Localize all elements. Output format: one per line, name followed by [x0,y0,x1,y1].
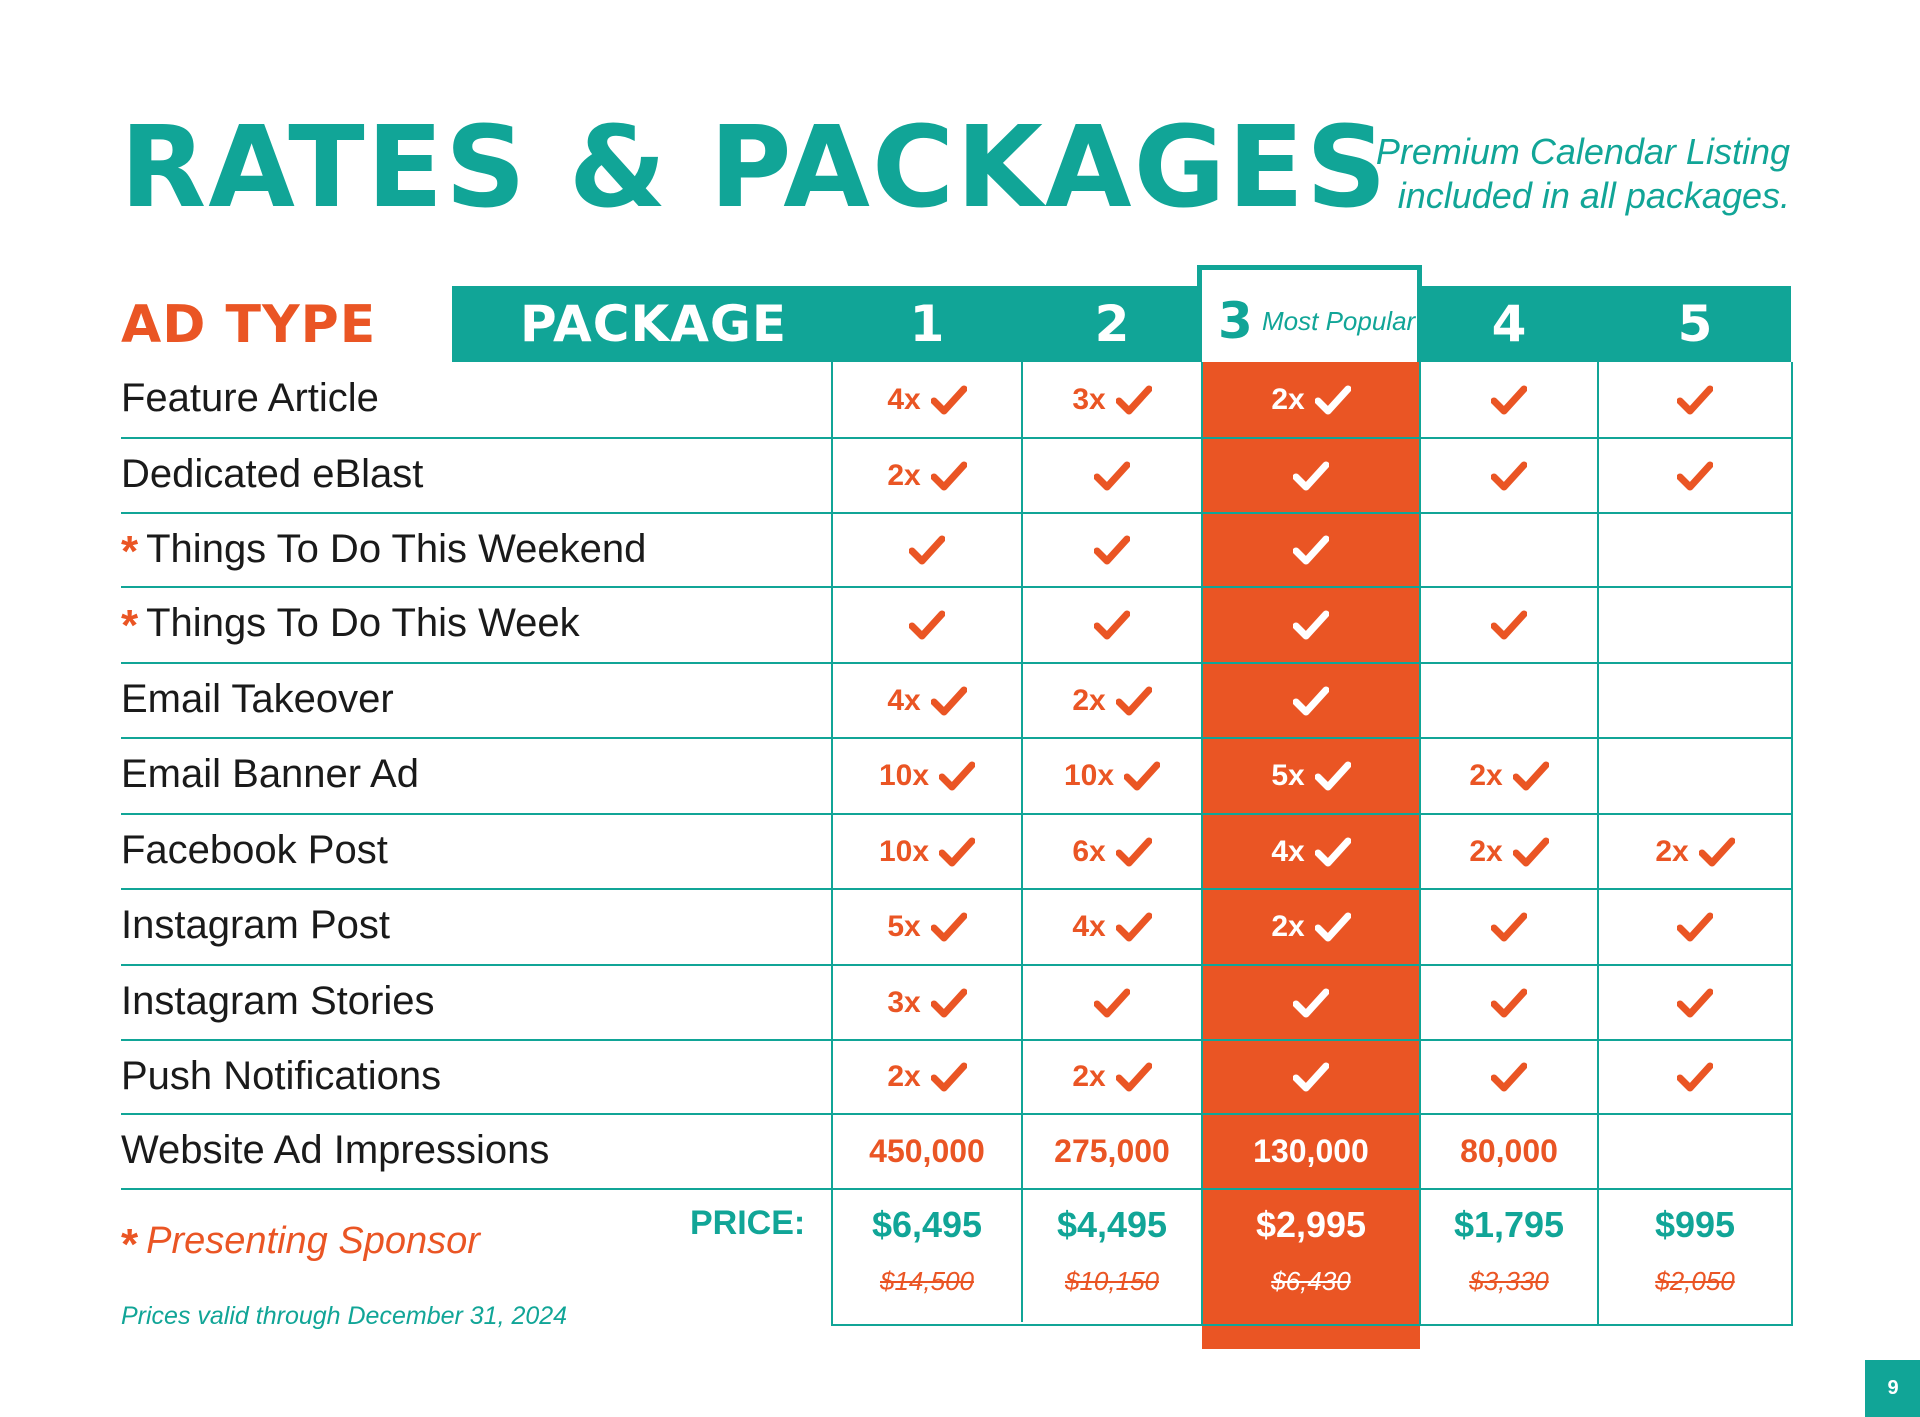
row-label-text: Things To Do This Week [146,601,580,645]
package-4-cell [1420,738,1598,814]
package-4-cell [1420,814,1598,889]
frequency-count: 2x [1271,910,1305,943]
package-heading: PACKAGE [520,295,788,353]
package-1-cell [832,814,1022,889]
package-5-original-price: $2,050 [1655,1266,1735,1296]
checkmark-icon [1293,610,1329,640]
frequency-count: 3x [887,985,921,1019]
package-2-price: $4,495 [1056,1204,1168,1245]
package-3-cell [1202,513,1420,587]
package-4-cell [1420,889,1598,965]
package-5-cell [1598,438,1792,513]
impressions-value: 450,000 [869,1133,985,1169]
frequency-count: 2x [1072,683,1106,717]
package-5-cell [1598,814,1792,889]
row-label [121,527,646,577]
page-title: RATES & PACKAGES [120,103,1389,233]
package-3-cell [1202,965,1420,1040]
checkmark-icon [1293,535,1329,565]
checkmark-icon [1677,461,1713,491]
frequency-count: 4x [1072,910,1106,943]
checkmark-icon [931,385,967,415]
package-4-cell [1420,438,1598,513]
frequency-count: 4x [887,383,921,416]
package-5-cell [1598,513,1792,587]
package-2-cell [1022,663,1202,738]
frequency-count: 4x [1271,834,1305,868]
presenting-sponsor-asterisk: * [121,527,139,576]
package-4-number: 4 [1491,295,1527,353]
checkmark-icon [1315,385,1351,415]
row-label-text: Things To Do This Weekend [146,527,647,571]
package-4-cell [1420,587,1598,663]
checkmark-icon [1293,988,1329,1018]
prices-valid-note: Prices valid through December 31, 2024 [121,1302,568,1330]
package-3-cell [1202,1040,1420,1114]
checkmark-icon [1094,610,1130,640]
package-5-price: $995 [1654,1204,1736,1245]
checkmark-icon [909,535,945,565]
row-label [121,677,394,722]
package-1-original-price: $14,500 [880,1266,974,1296]
row-label [121,452,423,497]
package-3-cell [1202,438,1420,513]
package-5-cell [1598,663,1792,738]
package-1-cell [832,889,1022,965]
package-2-cell [1022,814,1202,889]
checkmark-icon [1116,686,1152,716]
row-label [121,601,580,651]
checkmark-icon [1513,761,1549,791]
package-2-cell [1022,965,1202,1040]
package-2-cell [1022,1040,1202,1114]
checkmark-icon [1293,461,1329,491]
frequency-count: 6x [1072,834,1106,868]
package-4-cell [1420,663,1598,738]
package-2-cell [1022,513,1202,587]
frequency-count: 2x [1072,1060,1106,1093]
package-2-cell [1022,738,1202,814]
checkmark-icon [1677,988,1713,1018]
checkmark-icon [1699,837,1735,867]
package-3-cell [1202,738,1420,814]
checkmark-icon [1094,988,1130,1018]
note-line-1: Premium Calendar Listing [1375,131,1790,172]
presenting-sponsor-asterisk: * [121,601,139,650]
checkmark-icon [1491,461,1527,491]
checkmark-icon [931,912,967,942]
row-label [121,828,388,873]
impressions-value: 80,000 [1460,1133,1558,1169]
checkmark-icon [1513,837,1549,867]
package-1-cell [832,513,1022,587]
frequency-count: 10x [878,834,930,868]
frequency-count: 5x [1271,759,1305,792]
checkmark-icon [909,610,945,640]
impressions-value: 275,000 [1054,1133,1170,1169]
note-line-2: included in all packages. [1397,175,1790,216]
row-label-text: Feature Article [121,376,379,420]
row-label [121,376,379,421]
package-1-price: $6,495 [871,1204,983,1245]
checkmark-icon [1315,761,1351,791]
package-4-original-price: $3,330 [1469,1266,1549,1296]
package-5-cell [1598,889,1792,965]
package-3-cell [1202,587,1420,663]
package-5-cell [1598,1040,1792,1114]
checkmark-icon [1116,912,1152,942]
package-3-original-price: $6,430 [1271,1266,1351,1296]
checkmark-icon [1116,385,1152,415]
row-label-text: Instagram Stories [121,979,435,1023]
checkmark-icon [931,1062,967,1092]
package-5-cell [1598,738,1792,814]
package-4-cell [1420,513,1598,587]
package-2-original-price: $10,150 [1065,1266,1159,1296]
checkmark-icon [939,761,975,791]
checkmark-icon [1315,837,1351,867]
package-3-cell [1202,889,1420,965]
package-5-cell [1598,965,1792,1040]
row-label-text: Dedicated eBlast [121,452,424,496]
impressions-label: Website Ad Impressions [121,1128,550,1172]
impressions-value [1598,1114,1792,1189]
package-1-cell [832,1040,1022,1114]
checkmark-icon [1116,1062,1152,1092]
package-3-number: 3 [1218,292,1253,350]
row-label [121,752,419,797]
row-label-text: Facebook Post [121,828,388,872]
checkmark-icon [1677,912,1713,942]
frequency-count: 2x [1469,834,1503,868]
frequency-count: 2x [1469,759,1503,792]
package-4-cell [1420,362,1598,438]
frequency-count: 2x [887,1060,921,1093]
package-1-cell [832,965,1022,1040]
checkmark-icon [1491,988,1527,1018]
package-2-cell [1022,438,1202,513]
package-4-price: $1,795 [1453,1204,1565,1245]
package-4-cell [1420,965,1598,1040]
checkmark-icon [931,461,967,491]
package-2-number: 2 [1094,295,1130,353]
frequency-count: 4x [887,683,921,717]
package-3-cell [1202,362,1420,438]
row-label-text: Email Takeover [121,677,394,721]
package-3-cell [1202,663,1420,738]
frequency-count: 2x [1655,834,1689,868]
table-bottom-line [832,1324,1792,1326]
frequency-count: 5x [887,910,921,943]
page-number: 9 [1865,1360,1920,1417]
checkmark-icon [1315,912,1351,942]
package-1-cell [832,738,1022,814]
asterisk-icon: * [121,1220,139,1269]
frequency-count: 3x [1072,383,1106,416]
checkmark-icon [1491,610,1527,640]
package-2-cell [1022,587,1202,663]
row-label [121,1054,441,1099]
checkmark-icon [1293,1062,1329,1092]
presenting-sponsor-note [121,1220,480,1270]
package-5-number: 5 [1677,295,1713,353]
package-3-cell [1202,814,1420,889]
checkmark-icon [1116,837,1152,867]
checkmark-icon [1094,461,1130,491]
row-label [121,903,390,948]
frequency-count: 10x [1063,759,1115,792]
package-5-cell [1598,587,1792,663]
row-label [121,979,434,1024]
checkmark-icon [1491,912,1527,942]
package-5-cell [1598,362,1792,438]
checkmark-icon [1677,1062,1713,1092]
frequency-count: 10x [878,759,930,792]
package-3-price: $2,995 [1255,1204,1367,1245]
package-2-cell [1022,889,1202,965]
checkmark-icon [931,988,967,1018]
presenting-sponsor-label: Presenting Sponsor [146,1220,480,1262]
package-4-cell [1420,1040,1598,1114]
row-label-text: Instagram Post [121,903,391,947]
frequency-count: 2x [1271,383,1305,416]
checkmark-icon [1491,385,1527,415]
package-1-cell [832,438,1022,513]
package-1-cell [832,663,1022,738]
package-1-cell [832,362,1022,438]
checkmark-icon [939,837,975,867]
frequency-count: 2x [887,458,921,492]
ad-type-heading: AD TYPE [121,295,377,355]
impressions-value: 130,000 [1253,1133,1369,1169]
price-label: PRICE: [690,1204,806,1242]
checkmark-icon [1677,385,1713,415]
checkmark-icon [1124,761,1160,791]
most-popular-label: Most Popular [1262,306,1416,336]
package-2-cell [1022,362,1202,438]
package-1-cell [832,587,1022,663]
calendar-listing-note [1376,130,1790,218]
row-label-text: Push Notifications [121,1054,442,1098]
checkmark-icon [1491,1062,1527,1092]
checkmark-icon [1293,686,1329,716]
package-1-number: 1 [909,295,945,353]
row-label-text: Email Banner Ad [121,752,419,796]
checkmark-icon [1094,535,1130,565]
checkmark-icon [931,686,967,716]
